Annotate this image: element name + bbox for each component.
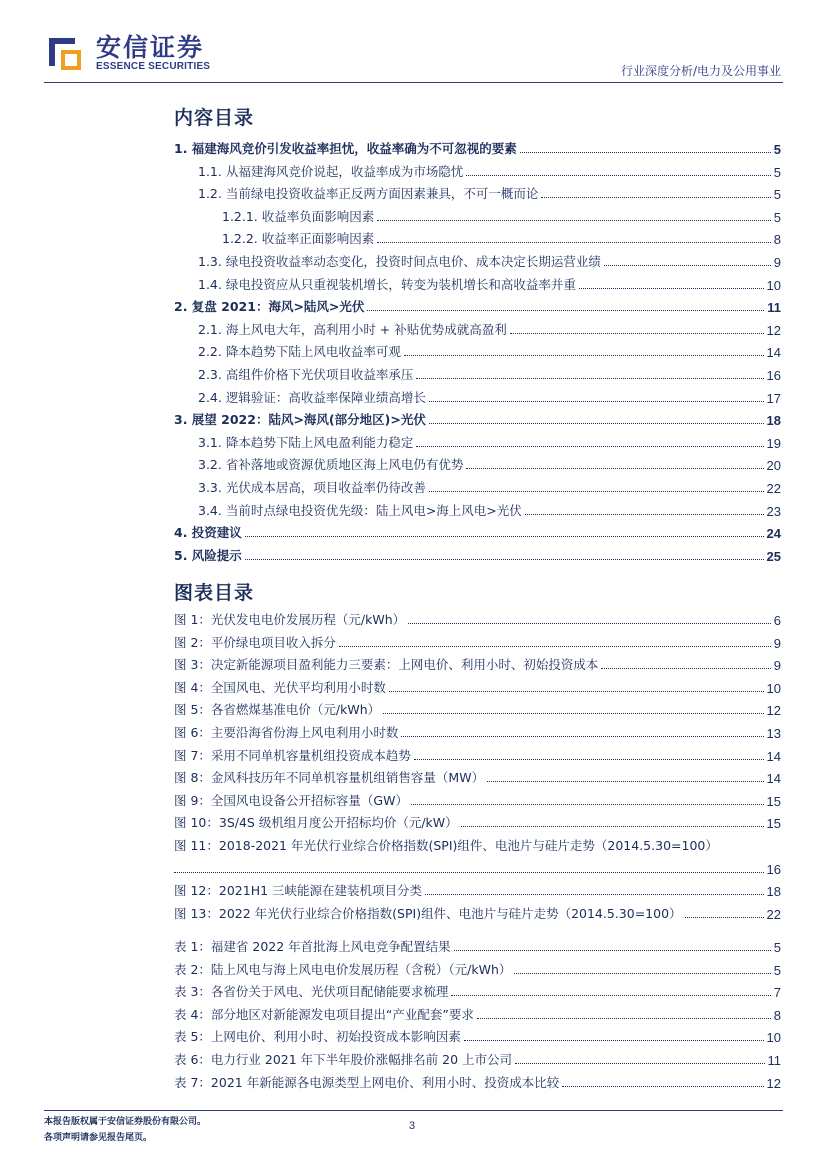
entry-page-number: 10 [766, 680, 781, 696]
entry-title: 3.3. 光伏成本居高，项目收益率仍待改善 [198, 480, 426, 495]
dot-leader [579, 288, 764, 289]
entry-title: 4. 投资建议 [174, 525, 242, 541]
dot-leader [416, 446, 763, 447]
toc-entry[interactable] [198, 339, 781, 360]
brand-name-en: ESSENCE SECURITIES [96, 61, 211, 72]
entry-page-number: 5 [773, 940, 781, 955]
dot-leader [461, 826, 764, 827]
dot-leader [685, 917, 764, 918]
toc-title: 内容目录 [174, 107, 255, 129]
entry-page-number: 12 [766, 1075, 781, 1091]
page-number: 3 [409, 1120, 416, 1132]
entry-page-number: 17 [766, 390, 781, 406]
dot-leader [339, 646, 771, 647]
figure-entry[interactable] [174, 607, 781, 628]
toc-entry[interactable] [174, 407, 781, 428]
entry-page-number: 25 [766, 548, 781, 564]
entry-page-number: 11 [767, 300, 781, 316]
entry-page-number: 5 [773, 962, 781, 978]
entry-title: 图 6：主要沿海省份海上风电利用小时数 [174, 725, 399, 740]
dot-leader [377, 242, 771, 243]
entry-title: 图 7：采用不同单机容量机组投资成本趋势 [174, 747, 411, 763]
brand-name-cn: 安信证券 [96, 33, 205, 62]
toc-entry[interactable] [174, 543, 781, 564]
dot-leader [515, 1063, 764, 1064]
table-entry[interactable] [174, 1070, 781, 1091]
dot-leader [429, 423, 764, 424]
entry-title: 图 13：2022 年光伏行业综合价格指数(SPI)组件、电池片与硅片走势（2014.5.30=100） [174, 905, 682, 921]
table-entry[interactable] [174, 1047, 781, 1068]
figure-entry[interactable] [174, 901, 781, 922]
entry-title: 3. 展望 2022：陆风>海风(部分地区)>光伏 [174, 412, 426, 428]
figure-entry[interactable] [174, 675, 781, 696]
entry-title: 2.1. 海上风电大年，高利用小时 + 补贴优势成就高盈利 [198, 321, 507, 337]
dot-leader [429, 491, 764, 492]
entry-title: 表 4：部分地区对新能源发电项目提出“产业配套”要求 [174, 1006, 474, 1022]
toc-entry[interactable] [198, 272, 781, 293]
dot-leader [367, 310, 764, 311]
entry-page-number: 22 [766, 906, 781, 922]
entry-title: 3.1. 降本趋势下陆上风电盈利能力稳定 [198, 434, 414, 450]
dot-leader [487, 781, 763, 782]
figure-entry[interactable] [174, 810, 781, 831]
entry-page-number: 16 [766, 368, 781, 383]
dot-leader [466, 175, 770, 176]
entry-title: 图 5：各省燃煤基准电价（元/kWh） [174, 702, 381, 718]
entry-page-number: 22 [766, 481, 781, 496]
dot-leader [377, 220, 771, 221]
footer-divider [44, 1110, 783, 1111]
entry-page-number: 13 [766, 726, 781, 741]
dot-leader [464, 1040, 764, 1041]
dot-leader [451, 995, 770, 996]
entry-title: 图 8：金风科技历年不同单机容量机组销售容量（MW） [174, 770, 485, 786]
toc-entry[interactable] [198, 498, 781, 519]
entry-page-number: 8 [773, 1007, 781, 1023]
entry-page-number: 12 [766, 703, 781, 719]
report-category: 行业深度分析/电力及公用事业 [620, 64, 781, 78]
entry-page-number: 20 [766, 458, 781, 474]
dot-leader [525, 514, 764, 515]
entry-title: 5. 风险提示 [174, 547, 242, 563]
entry-page-number: 18 [766, 413, 781, 429]
dot-leader [477, 1018, 771, 1019]
dot-leader [404, 355, 764, 356]
toc-entry[interactable] [198, 249, 781, 270]
dot-leader [383, 713, 763, 714]
dot-leader [454, 950, 771, 951]
dot-leader [401, 736, 763, 737]
essence-logo-icon [45, 30, 85, 70]
toc-entry[interactable] [198, 452, 781, 473]
entry-title: 2. 复盘 2021：海风>陆风>光伏 [174, 299, 365, 315]
toc-entry[interactable] [174, 520, 781, 541]
toc-entry[interactable] [174, 136, 781, 157]
figure-entry[interactable] [174, 652, 781, 673]
entry-title: 1.4. 绿电投资应从只重视装机增长，转变为装机增长和高收益率并重 [198, 276, 576, 292]
entry-title: 3.4. 当前时点绿电投资优先级：陆上风电>海上风电>光伏 [198, 502, 522, 518]
table-entry[interactable] [174, 1002, 781, 1023]
entry-page-number: 9 [773, 255, 781, 270]
entry-title: 表 1：福建省 2022 年首批海上风电竞争配置结果 [174, 939, 451, 954]
dot-leader [514, 973, 770, 974]
entry-page-number: 9 [773, 635, 781, 651]
entry-title: 图 4：全国风电、光伏平均利用小时数 [174, 679, 386, 695]
dot-leader [466, 468, 763, 469]
entry-title: 1.2.1. 收益率负面影响因素 [222, 208, 375, 224]
entry-page-number: 5 [773, 209, 781, 225]
entry-title: 图 11：2018-2021 年光伏行业综合价格指数(SPI)组件、电池片与硅片走势（2014.5.30=100） [174, 838, 718, 853]
entry-title: 1.2.2. 收益率正面影响因素 [222, 231, 375, 247]
entry-title: 图 9：全国风电设备公开招标容量（GW） [174, 792, 408, 808]
dot-leader [425, 894, 764, 895]
entry-page-number: 12 [766, 322, 781, 338]
dot-leader [408, 623, 771, 624]
entry-title: 表 3：各省份关于风电、光伏项目配储能要求梳理 [174, 984, 449, 1000]
toc-entry[interactable] [198, 385, 781, 406]
disclaimer-notice: 各项声明请参见报告尾页。 [44, 1133, 153, 1143]
dot-leader [604, 265, 771, 266]
header-divider [44, 82, 783, 83]
figure-entry[interactable] [174, 743, 781, 764]
entry-page-number: 7 [773, 985, 781, 1001]
dot-leader [411, 804, 764, 805]
dot-leader [389, 691, 764, 692]
entry-title: 图 10：3S/4S 级机组月度公开招标均价（元/kW） [174, 815, 458, 831]
toc-entry[interactable] [198, 430, 781, 451]
dot-leader [429, 401, 764, 402]
entry-page-number: 24 [766, 526, 781, 542]
entry-title: 表 5：上网电价、利用小时、初始投资成本影响因素 [174, 1029, 461, 1045]
figures-title: 图表目录 [174, 582, 255, 604]
entry-title: 图 2：平价绿电项目收入拆分 [174, 634, 336, 650]
toc-entry[interactable] [198, 475, 781, 496]
toc-entry[interactable] [222, 204, 781, 225]
copyright-notice: 本报告版权属于安信证券股份有限公司。 [44, 1117, 207, 1127]
toc-entry[interactable] [222, 226, 781, 247]
entry-title: 2.2. 降本趋势下陆上风电收益率可观 [198, 344, 401, 360]
entry-title: 2.4. 逻辑验证：高收益率保障业绩高增长 [198, 389, 426, 405]
entry-title: 图 12：2021H1 三峡能源在建装机项目分类 [174, 883, 423, 899]
table-entry[interactable] [174, 1024, 781, 1045]
entry-title: 表 7：2021 年新能源各电源类型上网电价、利用小时、投资成本比较 [174, 1074, 560, 1090]
dot-leader [174, 872, 764, 873]
entry-title: 图 1：光伏发电电价发展历程（元/kWh） [174, 612, 406, 627]
entry-page-number: 14 [766, 345, 781, 361]
dot-leader [510, 333, 764, 334]
entry-page-number: 14 [766, 748, 781, 764]
dot-leader [414, 759, 764, 760]
figure-entry-continuation[interactable] [174, 856, 781, 877]
figure-entry[interactable] [174, 788, 781, 809]
dot-leader [562, 1086, 763, 1087]
entry-page-number: 15 [766, 793, 781, 809]
table-entry[interactable] [174, 957, 781, 978]
entry-page-number: 5 [773, 187, 781, 203]
figure-entry[interactable] [174, 765, 781, 786]
dot-leader [541, 197, 770, 198]
figure-entry[interactable] [174, 833, 781, 854]
entry-page-number: 11 [767, 1053, 781, 1068]
toc-entry[interactable] [198, 159, 781, 180]
figure-entry[interactable] [174, 878, 781, 899]
figure-entry[interactable] [174, 630, 781, 651]
dot-leader [601, 668, 770, 669]
entry-title: 1. 福建海风竞价引发收益率担忧，收益率确为不可忽视的要素 [174, 141, 517, 156]
entry-page-number: 9 [773, 658, 781, 674]
entry-page-number: 16 [766, 861, 781, 877]
entry-title: 表 2：陆上风电与海上风电电价发展历程（含税）（元/kWh） [174, 961, 512, 977]
figure-entry[interactable] [174, 697, 781, 718]
entry-page-number: 19 [766, 435, 781, 451]
table-entry[interactable] [174, 934, 781, 955]
entry-title: 图 3：决定新能源项目盈利能力三要素：上网电价、利用小时、初始投资成本 [174, 657, 599, 673]
dot-leader [245, 536, 764, 537]
entry-title: 1.3. 绿电投资收益率动态变化，投资时间点电价、成本决定长期运营业绩 [198, 254, 601, 269]
dot-leader [416, 378, 763, 379]
entry-title: 2.3. 高组件价格下光伏项目收益率承压 [198, 367, 414, 382]
entry-page-number: 18 [766, 884, 781, 900]
dot-leader [520, 152, 771, 153]
figure-entry[interactable] [174, 720, 781, 741]
dot-leader [245, 559, 764, 560]
entry-page-number: 8 [773, 232, 781, 248]
toc-entry[interactable] [198, 362, 781, 383]
entry-title: 3.2. 省补落地或资源优质地区海上风电仍有优势 [198, 457, 464, 473]
entry-page-number: 15 [766, 816, 781, 832]
entry-page-number: 5 [773, 164, 781, 180]
toc-entry[interactable] [174, 294, 781, 315]
entry-title: 1.1. 从福建海风竞价说起，收益率成为市场隐忧 [198, 163, 464, 179]
toc-entry[interactable] [198, 181, 781, 202]
entry-page-number: 5 [773, 142, 781, 157]
entry-page-number: 23 [766, 503, 781, 519]
entry-page-number: 10 [766, 1030, 781, 1046]
entry-page-number: 6 [773, 613, 781, 628]
table-entry[interactable] [174, 979, 781, 1000]
entry-page-number: 10 [766, 277, 781, 293]
entry-title: 1.2. 当前绿电投资收益率正反两方面因素兼具，不可一概而论 [198, 186, 539, 202]
toc-entry[interactable] [198, 317, 781, 338]
entry-title: 表 6：电力行业 2021 年下半年股价涨幅排名前 20 上市公司 [174, 1052, 513, 1067]
entry-page-number: 14 [766, 771, 781, 787]
